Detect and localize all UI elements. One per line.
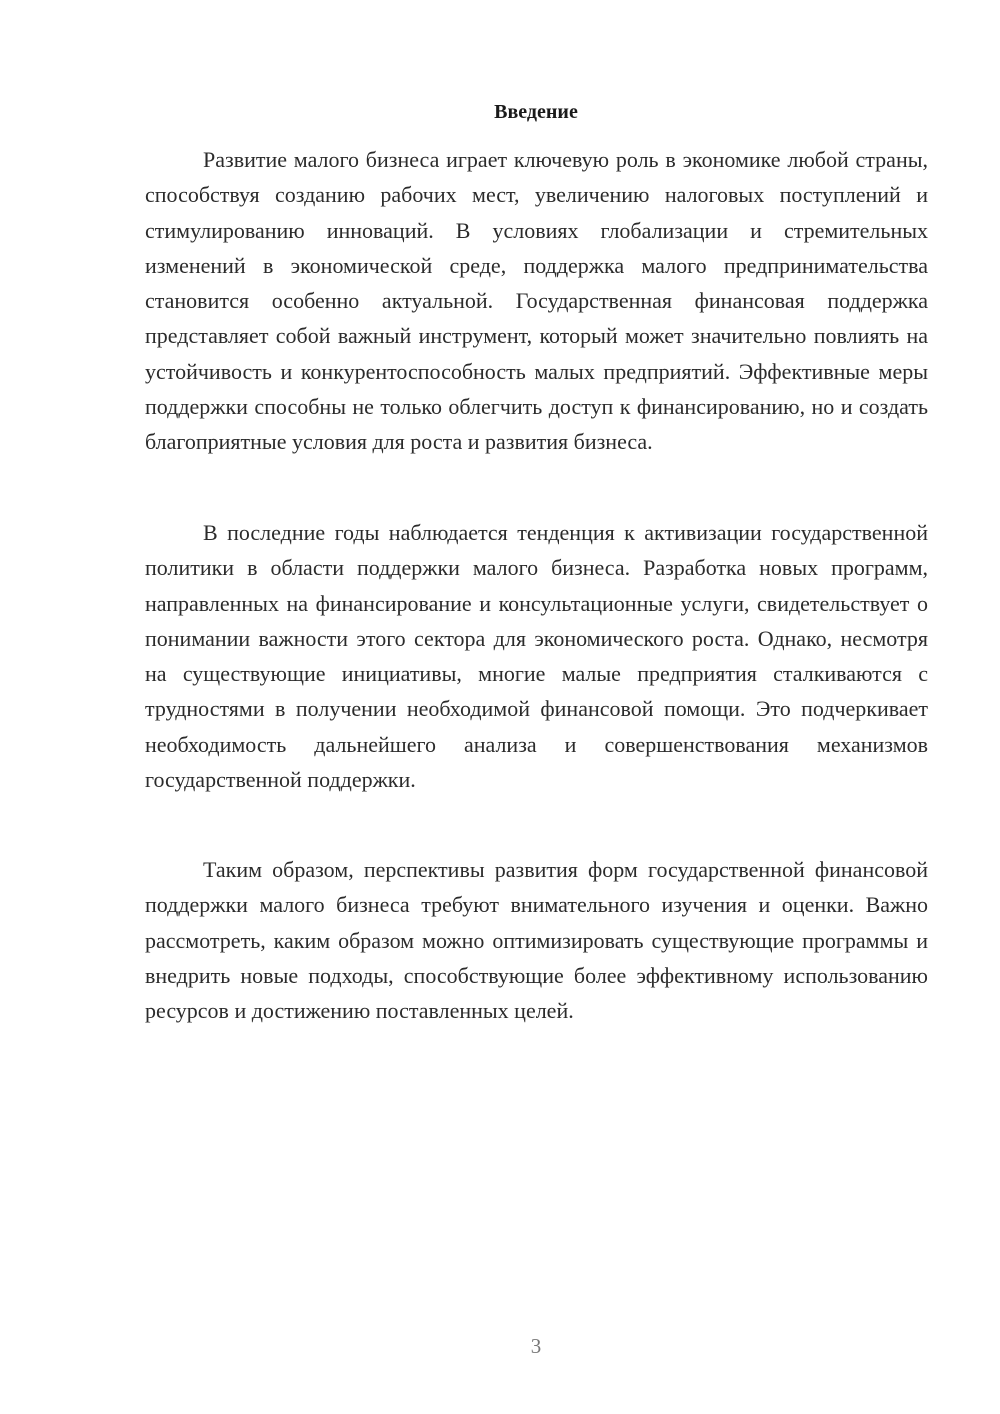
paragraph-1: Развитие малого бизнеса играет ключевую роль в экономике любой страны, способствуя созданию рабочих мест, увеличению налоговых поступлений и стимулированию инноваций. В условиях глобализации и стремительных изменений в экономической среде, поддержка малого предпринимательства становится особенно актуальной. Государственная финансовая поддержка представляет собой важный инструмент, который может значительно повлиять на устойчивость и конкурентоспособность малых предприятий. Эффективные меры поддержки способны не только облегчить доступ к финансированию, но и создать благоприятные условия для роста и развития бизнеса. — [145, 147, 928, 455]
paragraph-2: В последние годы наблюдается тенденция к активизации государственной политики в области поддержки малого бизнеса. Разработка новых программ, направленных на финансирование и консультационные услуги, свидетельствует о понимании важности этого сектора для экономического роста. Однако, несмотря на существующие инициативы, многие малые предприятия сталкиваются с трудностями в получении необходимой финансовой помощи. Это подчеркивает необходимость дальнейшего анализа и совершенствования механизмов государственной поддержки. — [145, 520, 928, 793]
section-heading: Введение — [494, 101, 578, 123]
paragraph-3: Таким образом, перспективы развития форм государственной финансовой поддержки малого бизнеса требуют внимательного изучения и оценки. Важно рассмотреть, каким образом можно оптимизировать существующие программы и внедрить новые подходы, способствующие более эффективному использованию ресурсов и достижению поставленных целей. — [145, 857, 928, 1024]
page-number: 3 — [530, 1334, 542, 1358]
